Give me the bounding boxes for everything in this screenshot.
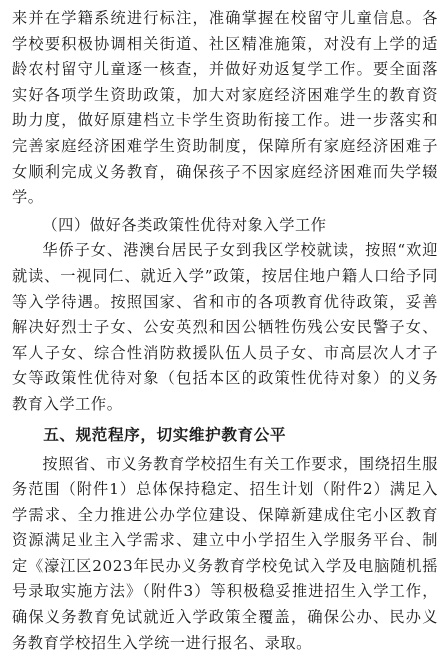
- subheading-4: （四）做好各类政策性优待对象入学工作: [12, 213, 438, 239]
- body-paragraph-preferential-admission: 华侨子女、港澳台居民子女到我区学校就读，按照“欢迎就读、一视同仁、就近入学”政策，按居住地户籍人口给予同等入学待遇。按照国家、省和市的各项教育优待政策，妥善解决好烈士子女、公安英烈和因公牺牲伤残公安民警子女、军人子女、综合性消防救援队伍人员子女、市高层次人才子女等政策性优待对象（包括本区的政策性优待对象）的义务教育入学工作。: [12, 238, 438, 417]
- body-paragraph-enrollment-procedure: 按照省、市义务教育学校招生有关工作要求，围绕招生服务范围（附件1）总体保持稳定、招生计划（附件2）满足入学需求、全力推进公办学位建设、保障新建成住宅小区教育资源满足业主入学需求、建立中小学招生入学服务平台、制定《濠江区2023年民办义务教育学校免试入学及电脑随机摇号录取实施方法》（附件3）等积极稳妥推进招生入学工作，确保义务教育免试就近入学政策全覆盖，确保公办、民办义务教育学校招生入学统一进行报名、录取。: [12, 452, 438, 656]
- section-5-heading: 五、规范程序，切实维护教育公平: [12, 422, 438, 448]
- body-paragraph-continued: 来并在学籍系统进行标注，准确掌握在校留守儿童信息。各学校要积极协调相关街道、社区精准施策，对没有上学的适龄农村留守儿童逐一核查，并做好劝返复学工作。要全面落实好各项学生资助政策，加大对家庭经济困难学生的教育资助力度，做好原建档立卡学生资助衔接工作。进一步落实和完善家庭经济困难学生资助制度，保障所有家庭经济困难子女顺利完成义务教育，确保孩子不因家庭经济困难而失学辍学。: [12, 6, 438, 211]
